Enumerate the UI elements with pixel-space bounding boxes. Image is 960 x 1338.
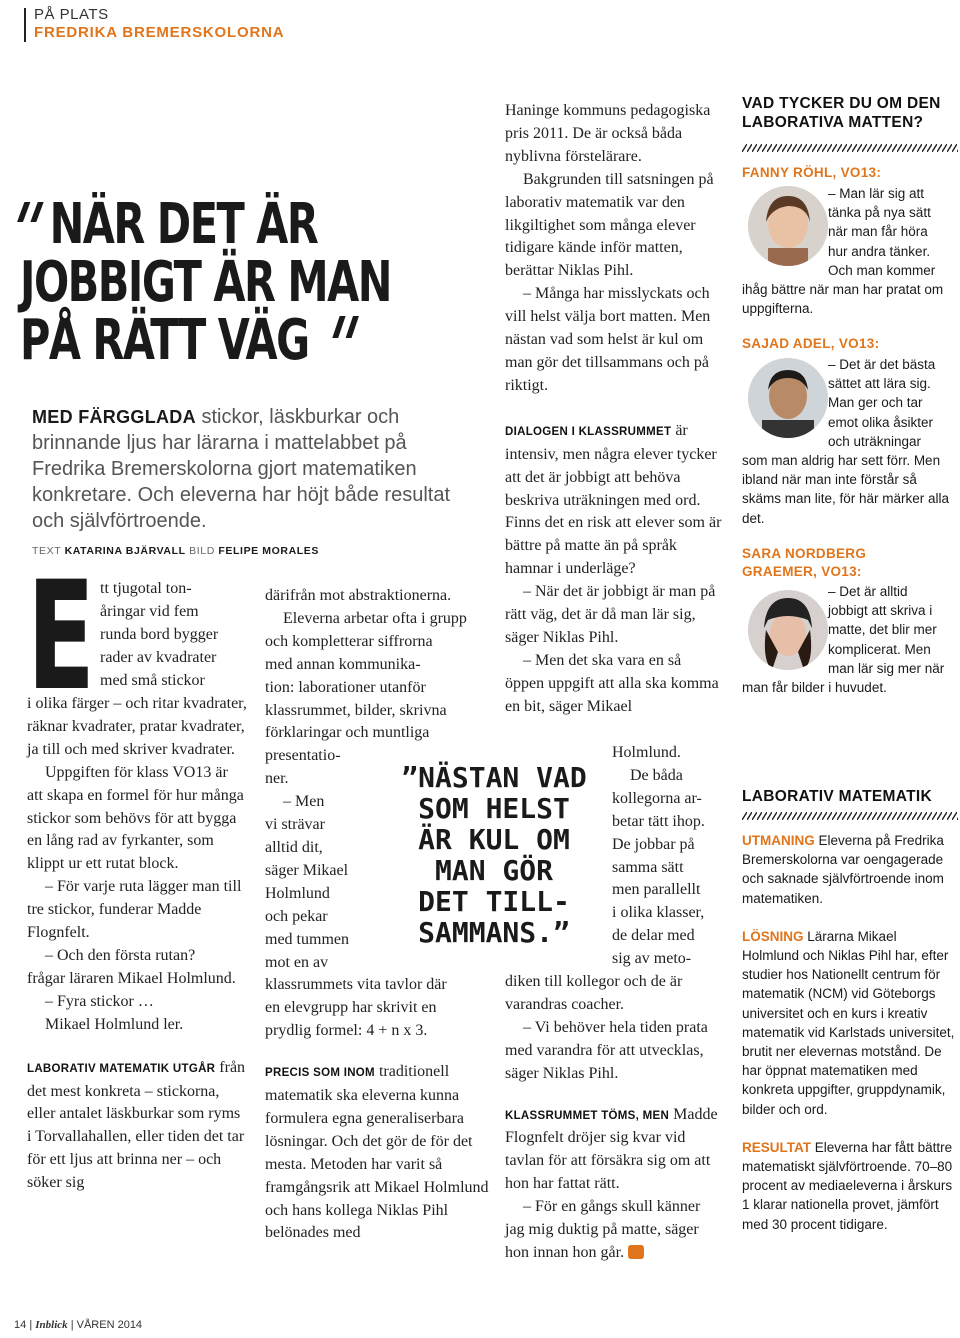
pull-quote-line: ÄR KUL OM xyxy=(418,823,570,856)
article-column-1 xyxy=(27,693,247,1195)
quote-line: och uträkningar xyxy=(828,433,922,449)
avatar-sajad xyxy=(748,358,828,438)
col2-line: tion: laborationer utanför xyxy=(265,678,426,696)
col3-paragraph-5: – När det är jobbigt är man på rätt väg, det är då man lär sig, säger Niklas Pihl. xyxy=(505,583,716,646)
factbox-body xyxy=(742,831,956,1234)
quote-line: – Det är det bästa xyxy=(828,357,936,372)
label-losning: LÖSNING xyxy=(742,928,804,944)
header-rule xyxy=(24,8,26,42)
article-column-3 xyxy=(505,100,723,719)
quote-line: hur andra tänker. xyxy=(828,243,931,259)
runin-dialogen: DIALOGEN I KLASSRUMMET xyxy=(505,425,672,438)
col3-wrap-line: de delar med xyxy=(612,927,695,945)
quote-fanny-rest: ihåg bättre när man har pratat om uppgifterna. xyxy=(742,282,944,317)
col2-line: klassrummet, bilder, skrivna xyxy=(265,701,447,719)
byline-author: KATARINA BJÄRVALL xyxy=(64,545,186,557)
end-mark-icon xyxy=(628,1245,644,1259)
col1-line-3: runda bord bygger xyxy=(100,625,219,643)
pull-quote-line: SOM HELST xyxy=(418,792,570,825)
person-name-sajad: SAJAD ADEL, VO13: xyxy=(742,336,880,351)
col2-line: Holmlund xyxy=(265,884,330,902)
factbox-result xyxy=(742,1138,956,1234)
col2-line: en elevgrupp har skrivit en xyxy=(265,999,437,1017)
col2-line: och kompletterar siffrorna xyxy=(265,632,433,650)
col1-line-4: rader av kvadrater xyxy=(100,648,217,666)
col3-wrap-line: De båda xyxy=(630,766,683,784)
col1-paragraph-2: Uppgiften för klass VO13 är att skapa en formel för hur många stickor som behövs för att bygga en lång rad av fyrkanter, som klippt ur ett rutat block. xyxy=(27,763,244,873)
zigzag-divider xyxy=(742,812,958,820)
quote-fanny-wrapped xyxy=(828,184,958,280)
quote-line: emot olika åsikter xyxy=(828,414,934,430)
col1-paragraph-3: – För varje ruta lägger man till tre stickor, funderar Madde Flognfelt. xyxy=(27,878,242,942)
issue-label: VÅREN 2014 xyxy=(76,1319,143,1331)
col2-line: och pekar xyxy=(265,907,328,925)
col3-paragraph-4 xyxy=(505,420,723,581)
col3-paragraph-1: Haninge kommuns pedagogiska pris 2011. De är också båda nyblivna förstelärare. xyxy=(505,102,711,165)
col2-line: alltid dit, xyxy=(265,838,323,856)
pull-quote xyxy=(380,762,608,948)
col3-wrap-line: i olika klasser, xyxy=(612,904,705,922)
quote-line: – Man lär sig att xyxy=(828,186,925,201)
pull-quote-line: ”NÄSTAN VAD xyxy=(401,761,587,794)
lead-kicker: MED FÄRGGLADA xyxy=(32,407,196,427)
factbox-title: LABORATIV MATEMATIK xyxy=(742,788,932,805)
drop-cap-letter xyxy=(27,578,97,694)
col2-line: med tummen xyxy=(265,930,349,948)
quote-sajad-wrapped xyxy=(828,355,958,451)
article-column-3-end xyxy=(505,971,723,1265)
svg-text:E: E xyxy=(27,578,95,694)
col3-paragraph-9 xyxy=(505,1104,723,1197)
zigzag-divider xyxy=(742,144,958,152)
col2-line: mot en av xyxy=(265,953,329,971)
col3-paragraph-2: Bakgrunden till satsningen på laborativ matematik var den likgiltighet som många elever tidigare kände inför matten, berättar Niklas Pihl. xyxy=(505,170,714,280)
col2-line: därifrån mot abstraktionerna. xyxy=(265,587,452,604)
sidebar-title-line-1: VAD TYCKER DU OM DEN xyxy=(742,95,941,112)
col2-line: säger Mikael xyxy=(265,861,349,879)
col1-paragraph-4a: – Och den första rutan? xyxy=(45,946,196,964)
col2-paragraph-2-text: traditionell matematik ska eleverna kunna formulera egna generaliserbara lösningar. Och det gör de för det mesta. Metoden har varit så framgångsrik att Mikael Holmlund och hans kollega Niklas Pihl belönades med xyxy=(265,1063,489,1242)
col1-paragraph-7-text: från det mest konkreta – stickorna, eller antalet läskburkar som ryms i Torvallahallen, eller tiden det tar för ett ljus att brinna ner – och söker sig xyxy=(27,1058,246,1192)
headline-line-1: NÄR DET ÄR xyxy=(49,192,318,257)
col3-paragraph-9-text: Madde Flognfelt dröjer sig kvar vid tavlan för att försäkra sig om att hon har fattat rätt. xyxy=(505,1105,718,1193)
col1-line-5: med små stickor xyxy=(100,671,205,689)
close-quote-icon xyxy=(329,316,370,338)
person-name-fanny: FANNY RÖHL, VO13: xyxy=(742,165,882,180)
sidebar-title-line-2: LABORATIVA MATTEN? xyxy=(742,114,924,131)
col1-line-1: tt tjugotal ton- xyxy=(100,580,192,597)
col1-paragraph-5: – Fyra stickor … xyxy=(45,992,154,1010)
col3-paragraph-10-text: – För en gångs skull känner jag mig duktig på matte, säger hon innan hon går. xyxy=(505,1198,701,1261)
byline-text-label: TEXT xyxy=(32,545,62,557)
page-number: 14 xyxy=(14,1319,27,1331)
col3-wrap-line: kollegorna ar- xyxy=(612,789,702,807)
quote-line: Man ger och tar xyxy=(828,395,923,411)
col2-line: förklaringar och muntliga xyxy=(265,724,430,742)
col3-wrap-line: samma sätt xyxy=(612,858,684,876)
pull-quote-line: MAN GÖR xyxy=(434,854,553,887)
col2-line: klassrummets vita tavlor där xyxy=(265,976,447,994)
byline xyxy=(32,545,319,557)
col2-line: Eleverna arbetar ofta i grupp xyxy=(283,609,467,627)
factbox-solution xyxy=(742,927,956,1119)
col2-line: vi strävar xyxy=(265,816,325,834)
col3-wrapped-lines xyxy=(612,742,724,971)
headline-line-2: JOBBIGT ÄR MAN xyxy=(20,250,391,315)
section-title: FREDRIKA BREMERSKOLORNA xyxy=(34,24,285,41)
col2-line: prydlig formel: 4 + n x 3. xyxy=(265,1022,428,1040)
text-resultat: Eleverna har fått bättre matematiskt självförtroende. 70–80 procent av mediaeleverna i årskurs 1 klarar nationella provet, jämfört med 30 procent tidigare. xyxy=(742,1139,953,1232)
col3-paragraph-3: – Många har misslyckats och vill helst välja bort matten. Men nästan vad som helst är kul om man gör det tillsammans och på riktigt. xyxy=(505,285,711,394)
text-utmaning: Eleverna på Fredrika Bremerskolorna var oengagerade och saknade självförtroende inom matematiken. xyxy=(742,833,944,906)
col2-line: – Men xyxy=(283,793,325,811)
label-utmaning: UTMANING xyxy=(742,833,815,848)
person-name-line-2: GRAEMER, VO13: xyxy=(742,564,862,579)
col3-wrap-line: Holmlund. xyxy=(612,744,681,761)
lead-text: stickor, läskburkar och brinnande ljus har lärarna i mattelabbet på Fredrika Bremerskolorna gjort matematiken konkretare. Och eleverna har höjt både resultat och självförtroende. xyxy=(32,406,451,532)
article-lead xyxy=(32,404,452,534)
label-resultat: RESULTAT xyxy=(742,1139,811,1155)
quote-sajad-rest: som man aldrig har sett förr. Men ibland när man inte förstår så skäms man lite, för här märker alla det. xyxy=(742,453,950,526)
pull-quote-line: DET TILL- xyxy=(418,885,570,918)
avatar-fanny xyxy=(748,186,828,266)
col3-paragraph-4-text: är intensiv, men några elever tycker att det är jobbigt att behöva beskriva uträkningen med ord. Finns det en risk att elever som är bättre på matte än på språk hamnar i underläge? xyxy=(505,421,722,578)
col1-line-2: åringar vid fem xyxy=(100,602,199,620)
magazine-logo: Inblick xyxy=(35,1319,68,1331)
col1-paragraph-1: i olika färger – och ritar kvadrater, räknar kvadrater, pratar kvadrater, ja till och med skriver kvadrater. xyxy=(27,695,247,758)
sidebar-title xyxy=(742,94,960,132)
col3-wrap-line: sig av meto- xyxy=(612,950,692,968)
quote-line: sättet att lära sig. xyxy=(828,376,931,392)
footer-separator: | xyxy=(29,1319,33,1331)
quote-line: Och man kommer xyxy=(828,262,936,278)
quote-line: jobbigt att skriva i xyxy=(828,603,933,619)
footer-separator: | xyxy=(70,1319,74,1331)
col2-line: med annan kommunika- xyxy=(265,655,421,673)
col1-paragraph-4b: frågar läraren Mikael Holmlund. xyxy=(27,969,236,987)
factbox-challenge xyxy=(742,831,956,908)
quote-line: matte, det blir mer xyxy=(828,622,937,638)
avatar-sara xyxy=(748,590,828,670)
quote-line: när man får höra xyxy=(828,224,928,240)
col2-paragraph-2 xyxy=(265,1061,490,1245)
col3-wrap-line: De jobbar på xyxy=(612,835,695,853)
quote-line: tänka på nya sätt xyxy=(828,205,931,221)
runin-precis: PRECIS SOM INOM xyxy=(265,1067,375,1080)
quote-line: – Det är alltid xyxy=(828,584,908,599)
col3-paragraph-7: diken till kollegor och de är varandras coacher. xyxy=(505,973,683,1013)
quote-sara-wrapped xyxy=(828,582,960,678)
col3-wrap-line: men parallellt xyxy=(612,881,701,899)
headline-line-3: PÅ RÄTT VÄG xyxy=(20,308,309,373)
page-footer xyxy=(14,1319,142,1331)
col3-paragraph-10 xyxy=(505,1196,723,1265)
col1-paragraph-7 xyxy=(27,1057,247,1195)
quote-sara-rest: man får bilder i huvudet. xyxy=(742,680,887,695)
person-name-line-1: SARA NORDBERG xyxy=(742,546,867,561)
text-losning: Lärarna Mikael Holmlund och Niklas Pihl har, efter studier hos Nationellt centrum för matematik (NCM) vid Göteborgs universitet och en kurs i kreativ matematik vid Karlstads universitet, brutit ner elevernas motstånd. De har öppnat matematiken med konkreta uppgifter, gruppdynamik, bilder och ord. xyxy=(742,928,955,1117)
col1-dropcap-lines xyxy=(100,578,260,693)
col2-line: ner. xyxy=(265,770,289,788)
open-quote-icon xyxy=(14,202,48,222)
col3-paragraph-8: – Vi behöver hela tiden prata med varandra för att utvecklas, säger Niklas Pihl. xyxy=(505,1018,708,1082)
article-headline xyxy=(20,192,391,373)
runin-laborativ: LABORATIV MATEMATIK UTGÅR xyxy=(27,1062,216,1075)
runin-klassrummet: KLASSRUMMET TÖMS, MEN xyxy=(505,1109,670,1122)
col2-line: presentatio- xyxy=(265,747,341,765)
section-category: PÅ PLATS xyxy=(34,6,109,23)
col3-wrap-line: betar tätt ihop. xyxy=(612,812,705,830)
byline-photo-label: BILD xyxy=(189,545,215,557)
col1-paragraph-6: Mikael Holmlund ler. xyxy=(45,1015,184,1033)
quote-line: man lär sig mer när xyxy=(828,660,945,676)
quote-line: komplicerat. Men xyxy=(828,641,931,657)
person-name-sara xyxy=(742,545,866,581)
pull-quote-line: SAMMANS.” xyxy=(418,916,570,949)
col3-paragraph-6: – Men det ska vara en så öppen uppgift att alla ska komma en bit, säger Mikael xyxy=(505,651,719,715)
byline-photographer: FELIPE MORALES xyxy=(218,545,319,557)
